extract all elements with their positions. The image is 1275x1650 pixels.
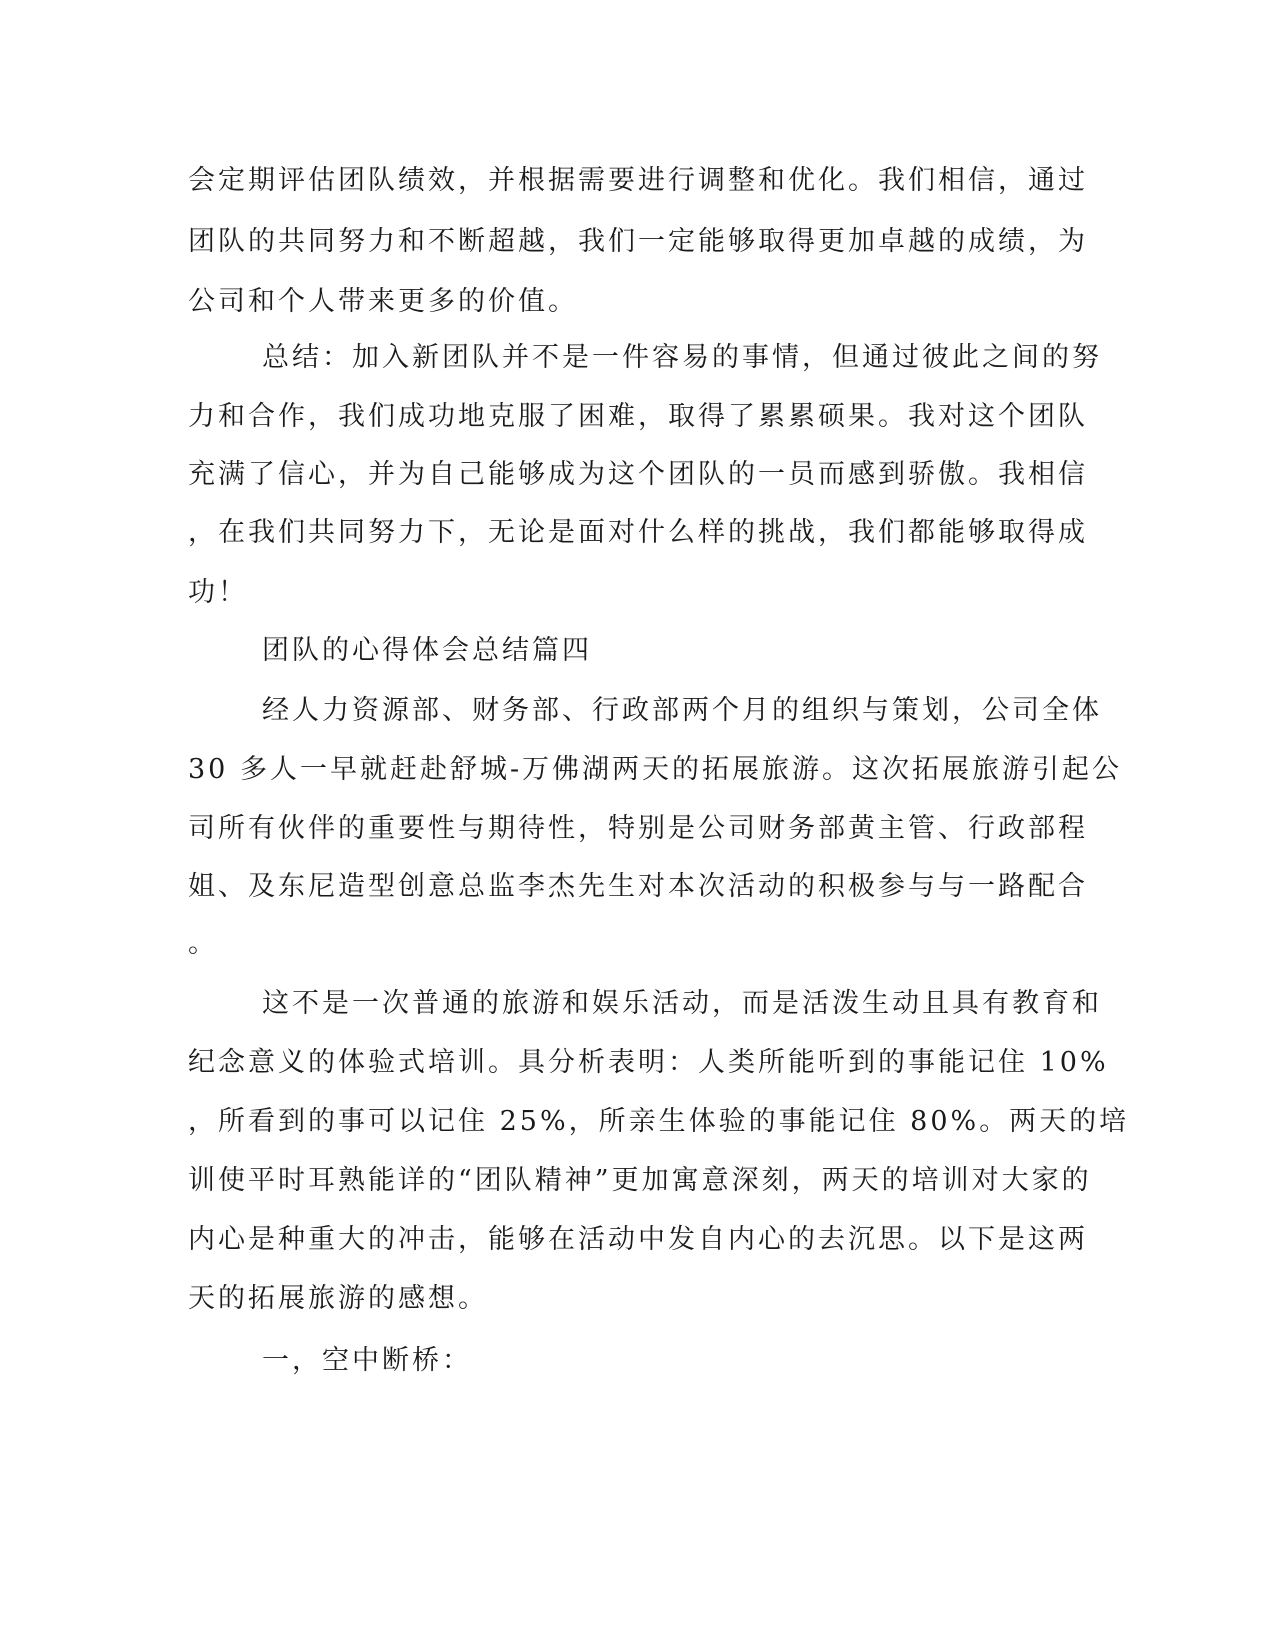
subsection-heading: 一，空中断桥： xyxy=(262,1345,472,1376)
text-line: 。 xyxy=(188,928,218,959)
text-line: 力和合作，我们成功地克服了困难，取得了累累硕果。我对这个团队 xyxy=(188,401,1088,432)
text-line: 公司和个人带来更多的价值。 xyxy=(188,286,578,317)
text-line: 司所有伙伴的重要性与期待性，特别是公司财务部黄主管、行政部程 xyxy=(188,813,1088,844)
paragraph-start: 经人力资源部、财务部、行政部两个月的组织与策划，公司全体 xyxy=(262,695,1102,726)
text-line: ，所看到的事可以记住 25%，所亲生体验的事能记住 80%。两天的培 xyxy=(188,1106,1130,1137)
text-line: 会定期评估团队绩效，并根据需要进行调整和优化。我们相信，通过 xyxy=(188,165,1088,196)
paragraph-summary-start: 总结：加入新团队并不是一件容易的事情，但通过彼此之间的努 xyxy=(262,342,1102,373)
text-line: 纪念意义的体验式培训。具分析表明：人类所能听到的事能记住 10% xyxy=(188,1047,1109,1078)
text-line: 功！ xyxy=(188,577,248,608)
text-line: 姐、及东尼造型创意总监李杰先生对本次活动的积极参与与一路配合 xyxy=(188,871,1088,902)
text-line: 内心是种重大的冲击，能够在活动中发自内心的去沉思。以下是这两 xyxy=(188,1224,1088,1255)
text-line: 天的拓展旅游的感想。 xyxy=(188,1283,488,1314)
paragraph-start: 这不是一次普通的旅游和娱乐活动，而是活泼生动且具有教育和 xyxy=(262,988,1102,1019)
text-line: 训使平时耳熟能详的“团队精神”更加寓意深刻，两天的培训对大家的 xyxy=(188,1165,1092,1196)
text-line: 团队的共同努力和不断超越，我们一定能够取得更加卓越的成绩，为 xyxy=(188,226,1088,257)
section-heading: 团队的心得体会总结篇四 xyxy=(262,635,592,666)
text-line: 充满了信心，并为自己能够成为这个团队的一员而感到骄傲。我相信 xyxy=(188,459,1088,490)
text-line: 30 多人一早就赶赴舒城-万佛湖两天的拓展旅游。这次拓展旅游引起公 xyxy=(188,754,1123,785)
text-line: ，在我们共同努力下，无论是面对什么样的挑战，我们都能够取得成 xyxy=(188,517,1088,548)
